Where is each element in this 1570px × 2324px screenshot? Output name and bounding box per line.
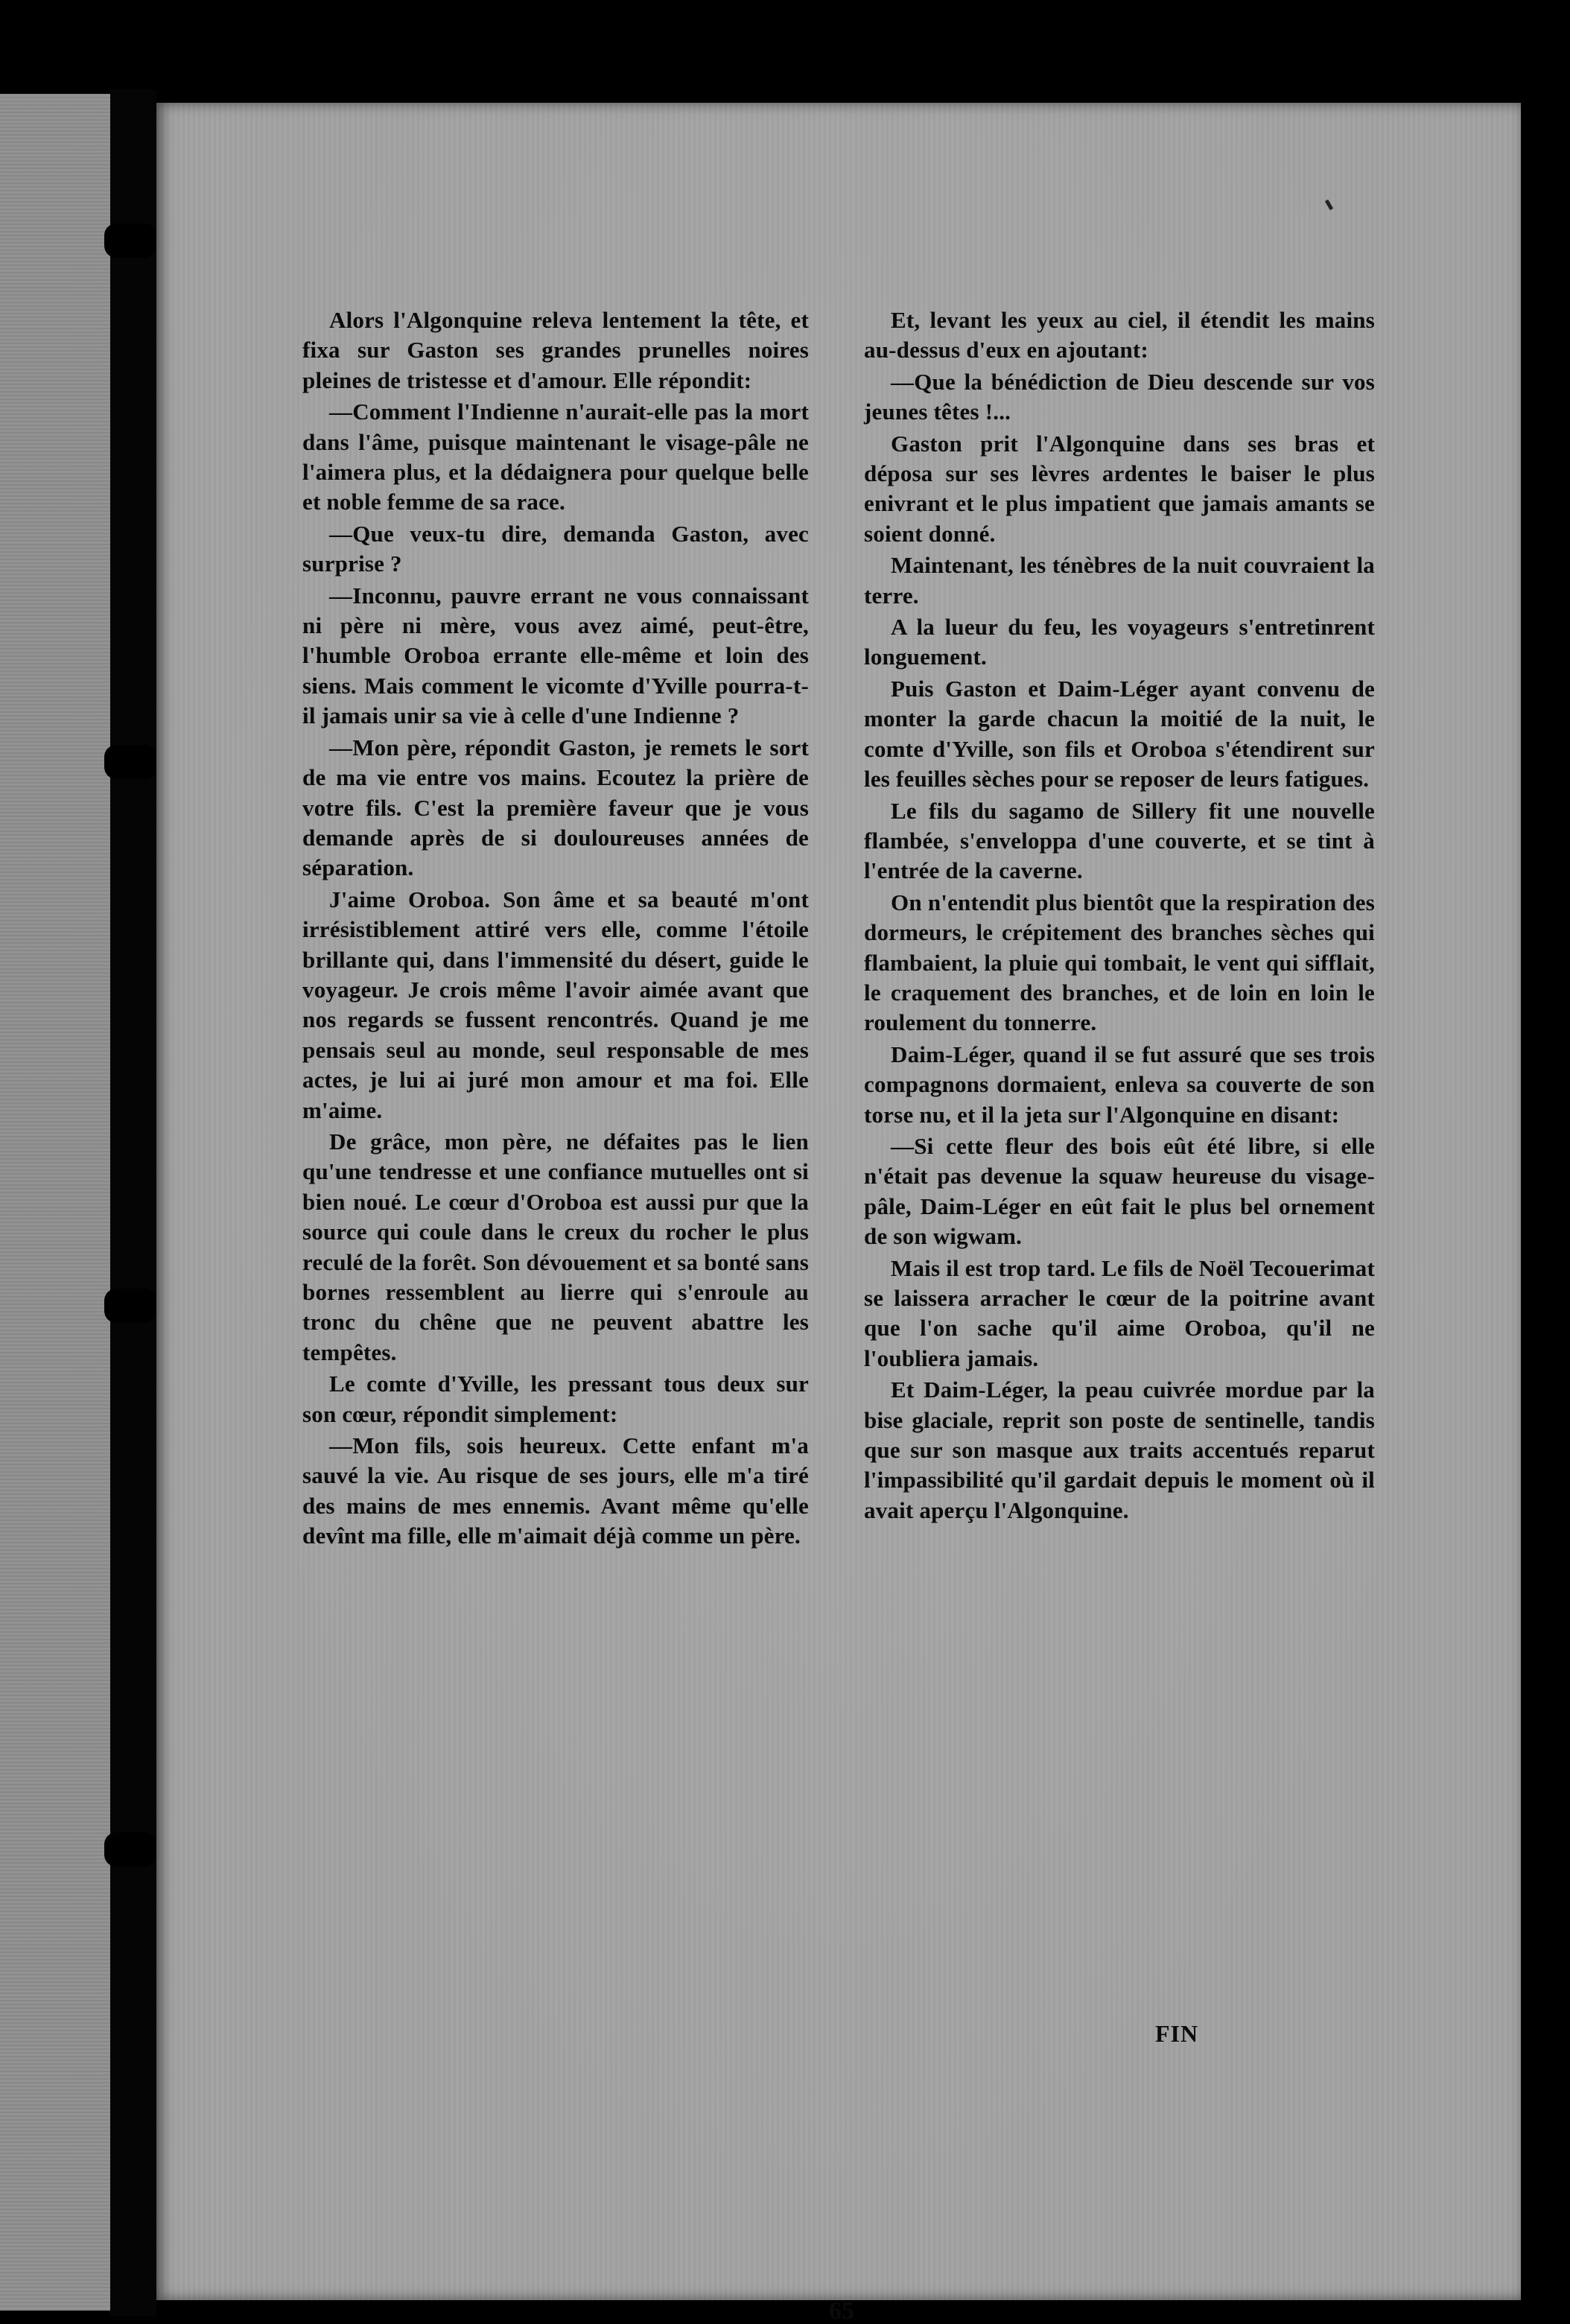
paragraph: —Que veux-tu dire, demanda Gaston, avec surprise ? bbox=[302, 520, 809, 577]
paragraph: Et Daim-Léger, la peau cuivrée mordue par la bise glaciale, reprit son poste de sentinelle, tandis que sur son masque aux traits accentués reparut l'impassibilité qu'il gardait depuis le moment où il avait aperçu l'Algonquine. bbox=[864, 1377, 1375, 1523]
paragraph: Maintenant, les ténèbres de la nuit couvraient la terre. bbox=[864, 552, 1375, 609]
paragraph: J'aime Oroboa. Son âme et sa beauté m'ont irrésistiblement attiré vers elle, comme l'étoile brillante qui, dans l'immensité du désert, guide le voyageur. Je crois même l'avoir aimée avant que nos regards se fussent rencontrés. Quand je me pensais seul au monde, seul responsable de mes actes, je lui ai juré mon amour et ma foi. Elle m'aime. bbox=[302, 886, 809, 1123]
paragraph: Daim-Léger, quand il se fut assuré que ses trois compagnons dormaient, enleva sa couverte de son torse nu, et il la jeta sur l'Algonquine en disant: bbox=[864, 1041, 1375, 1128]
binding-stitch bbox=[104, 745, 156, 779]
page-65 bbox=[156, 103, 1521, 2324]
paragraph: —Inconnu, pauvre errant ne vous connaissant ni père ni mère, vous avez aimé, peut-être, l'humble Oroboa errante elle-même et loin des siens. Mais comment le vicomte d'Yville pourra-t-il jamais unir sa vie à celle d'une Indienne ? bbox=[302, 582, 809, 729]
page-number: 65 bbox=[829, 2297, 854, 2324]
left-text-column bbox=[302, 305, 809, 1553]
paragraph: Mais il est trop tard. Le fils de Noël Tecouerimat se laissera arracher le cœur de la poitrine avant que l'on sache qu'il aime Oroboa, qu'il ne l'oubliera jamais. bbox=[864, 1254, 1376, 1371]
binding-stitch bbox=[104, 1289, 156, 1323]
paragraph: —Si cette fleur des bois eût été libre, si elle n'était pas devenue la squaw heureuse du visage-pâle, Daim-Léger en eût fait le plus bel ornement de son wigwam. bbox=[864, 1132, 1375, 1250]
paragraph: A la lueur du feu, les voyageurs s'entretinrent longuement. bbox=[864, 614, 1375, 670]
end-marker: FIN bbox=[1154, 2020, 1199, 2047]
paragraph: On n'entendit plus bientôt que la respiration des dormeurs, le crépitement des branches sèches qui flambaient, la pluie qui tombait, le vent qui sifflait, le craquement des branches, et de loin en loin le roulement du tonnerre. bbox=[864, 889, 1375, 1036]
paragraph: Alors l'Algonquine releva lentement la tête, et fixa sur Gaston ses grandes prunelles noires pleines de tristesse et d'amour. Elle répondit: bbox=[302, 307, 809, 393]
binding-stitch bbox=[104, 223, 156, 258]
paragraph: Et, levant les yeux au ciel, il étendit les mains au-dessus d'eux en ajoutant: bbox=[864, 307, 1375, 363]
paragraph: Puis Gaston et Daim-Léger ayant convenu de monter la garde chacun la moitié de la nuit, le comte d'Yville, son fils et Oroboa s'étendirent sur les feuilles sèches pour se reposer de leurs fatigues. bbox=[864, 675, 1375, 793]
paragraph: —Que la bénédiction de Dieu descende sur vos jeunes têtes !... bbox=[864, 368, 1375, 425]
paragraph: —Comment l'Indienne n'aurait-elle pas la mort dans l'âme, puisque maintenant le visage-pâle ne l'aimera plus, et la dédaignera pour quelque belle et noble femme de sa race. bbox=[302, 399, 809, 515]
previous-page-edge bbox=[0, 94, 110, 2311]
right-text-column bbox=[864, 305, 1375, 1527]
paragraph: De grâce, mon père, ne défaites pas le lien qu'une tendresse et une confiance mutuelles ont si bien noué. Le cœur d'Oroboa est aussi pur que la source qui coule dans le creux du rocher le plus reculé de la forêt. Son dévouement et sa bonté sans bornes ressemblent au lierre qui s'enroule au tronc du chêne que ne peuvent abattre les tempêtes. bbox=[302, 1128, 809, 1365]
ink-speck bbox=[1325, 200, 1333, 211]
binding-stitch bbox=[104, 1832, 156, 1867]
paragraph: Gaston prit l'Algonquine dans ses bras et déposa sur ses lèvres ardentes le baiser le plus enivrant et le plus impatient que jamais amants se soient donné. bbox=[864, 430, 1375, 547]
paragraph: Le comte d'Yville, les pressant tous deux sur son cœur, répondit simplement: bbox=[302, 1371, 809, 1427]
book-spine bbox=[110, 89, 156, 2317]
paragraph: Le fils du sagamo de Sillery fit une nouvelle flambée, s'enveloppa d'une couverte, et se tint à l'entrée de la caverne. bbox=[864, 797, 1375, 884]
paragraph: —Mon père, répondit Gaston, je remets le sort de ma vie entre vos mains. Ecoutez la prière de votre fils. C'est la première faveur que je vous demande après de si douloureuses années de séparation. bbox=[302, 734, 809, 881]
paragraph: —Mon fils, sois heureux. Cette enfant m'a sauvé la vie. Au risque de ses jours, elle m'a tiré des mains de mes ennemis. Avant même qu'elle devînt ma fille, elle m'aimait déjà comme un père. bbox=[302, 1432, 809, 1549]
